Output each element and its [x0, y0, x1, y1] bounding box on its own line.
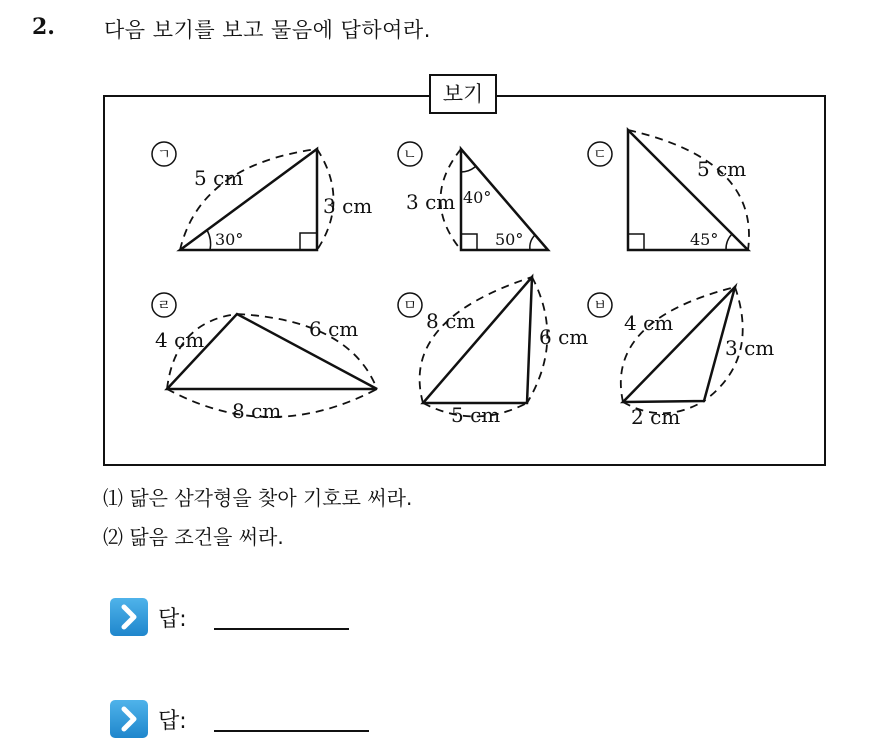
triangle-mieum — [420, 277, 548, 417]
triangle-digeut — [628, 130, 749, 250]
side-label: 3 cm — [323, 194, 373, 218]
figure-marker: ㄱ — [157, 147, 171, 163]
answer-blank[interactable] — [214, 730, 369, 732]
side-label: 6 cm — [309, 317, 359, 341]
side-label: 5 cm — [451, 403, 501, 427]
sub-question-1 — [103, 482, 412, 511]
side-label: 5 cm — [697, 157, 747, 181]
figure-marker: ㄹ — [157, 298, 171, 314]
side-label: 3 cm — [406, 190, 456, 214]
answer-blank[interactable] — [214, 628, 349, 630]
sub-question-text: 닮은 삼각형을 찾아 기호로 써라. — [129, 486, 413, 510]
figure-marker: ㅁ — [403, 298, 417, 314]
side-label: 4 cm — [155, 328, 205, 352]
sub-question-number: ⑵ — [103, 525, 123, 549]
question-number: 2. — [32, 14, 55, 40]
example-box-title: 보기 — [429, 74, 497, 114]
angle-label: 50° — [495, 230, 524, 249]
chevron-right-icon — [110, 598, 148, 636]
angle-label: 30° — [215, 230, 244, 249]
side-label: 3 cm — [725, 336, 775, 360]
side-label: 6 cm — [539, 325, 589, 349]
figure-marker: ㅂ — [593, 298, 607, 314]
sub-question-text: 닮음 조건을 써라. — [129, 525, 284, 549]
figure-marker: ㄴ — [403, 147, 417, 163]
sub-question-2 — [103, 521, 284, 550]
side-label: 2 cm — [631, 405, 681, 429]
sub-question-number: ⑴ — [103, 486, 123, 510]
answer-label: 답: — [158, 709, 187, 734]
side-label: 8 cm — [232, 399, 282, 423]
question-text: 다음 보기를 보고 물음에 답하여라. — [104, 18, 431, 42]
angle-label: 45° — [690, 230, 719, 249]
triangle-giyeok — [180, 149, 334, 250]
side-label: 4 cm — [624, 311, 674, 335]
chevron-right-icon — [110, 700, 148, 738]
side-label: 5 cm — [194, 166, 244, 190]
figure-marker: ㄷ — [593, 147, 607, 163]
side-label: 8 cm — [426, 309, 476, 333]
angle-label: 40° — [463, 188, 492, 207]
answer-label: 답: — [158, 607, 187, 632]
